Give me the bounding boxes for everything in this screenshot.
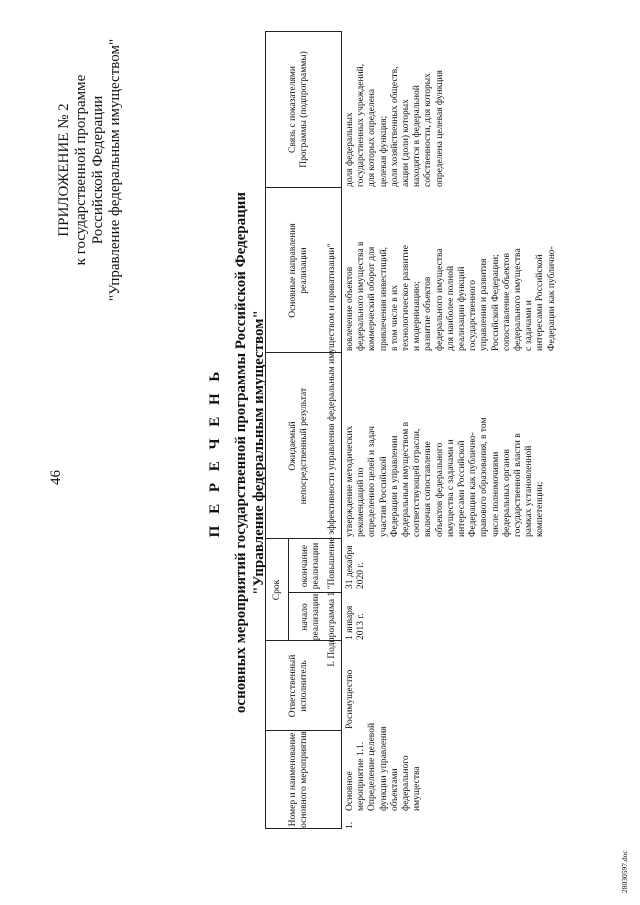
header-directions: Основные направления реализации <box>288 223 309 318</box>
appendix-line: ПРИЛОЖЕНИЕ № 2 <box>56 103 72 237</box>
row-end: 31 декабря 2020 г. <box>345 545 367 589</box>
appendix-line: "Управление федеральным имуществом" <box>107 38 123 302</box>
header-executor: Ответственный исполнитель <box>288 654 309 718</box>
appendix-line: Российской Федерации <box>90 95 106 245</box>
title-line-1: основных мероприятий государственной программы Российской Федерации <box>233 191 249 714</box>
row-number: 1. <box>345 821 355 829</box>
appendix-block <box>56 25 124 315</box>
row-link: доля федеральных государственных учреждений, для которых определена целевая функция; доля хозяйственных обществ, акции (доли) которых находятся в федеральной собственности, для которых определена целевая функция <box>345 63 445 187</box>
title-heading: П Е Р Е Ч Е Н Ь <box>207 367 223 538</box>
header-link: Связь с показателями Программы (подпрограммы) <box>288 51 309 168</box>
section-title: I. Подпрограмма 1 "Повышение эффективности управления федеральным имуществом и приватизации" <box>327 243 337 667</box>
row-directions: вовлечение объектов федерального имущества в коммерческий оборот для привлечения инвестиций, в том числе в их технологическое развитие и модернизацию; развитие объектов федерального имущества для наиболее полной реализации функций государственного управления и развития Российской Федерации; сопоставление объектов федерального имущества с задачами и интересами Российской Федерации как публично- <box>345 241 557 351</box>
title-line-2: "Управление федеральным имуществом" <box>251 310 267 595</box>
header-result: Ожидаемый непосредственный результат <box>288 387 309 505</box>
header-number-name: Номер и наименование основного мероприятия <box>288 731 309 828</box>
srok-underline <box>288 539 289 641</box>
row-executor: Росимущество <box>345 669 355 729</box>
header-srok: Срок <box>272 579 282 601</box>
page-number: 46 <box>48 470 64 485</box>
footer-doc-code: 28030597.doc <box>620 850 629 893</box>
appendix-line: к государственной программе <box>73 74 89 266</box>
row-result: утверждение методических рекомендаций по определению целей и задач участия Российской Федерации в управлении федеральным имуществом в соответствующей отрасли, включая сопоставление объектов федерального имущества с задачами и интересами Российской Федерации как публично- правового образования, в том числе полномочиями федеральных органов государственной власти в рамках установленной компетенции; <box>345 417 546 537</box>
document-title <box>206 80 268 825</box>
header-start: начало реализации <box>300 593 321 641</box>
row-start: 1 января 2013 г. <box>345 605 367 640</box>
row-name: Основное мероприятие 1.1. Определение целевой функции управления объектами федерального имущества <box>345 722 423 811</box>
header-end: окончание реализации <box>300 542 321 590</box>
